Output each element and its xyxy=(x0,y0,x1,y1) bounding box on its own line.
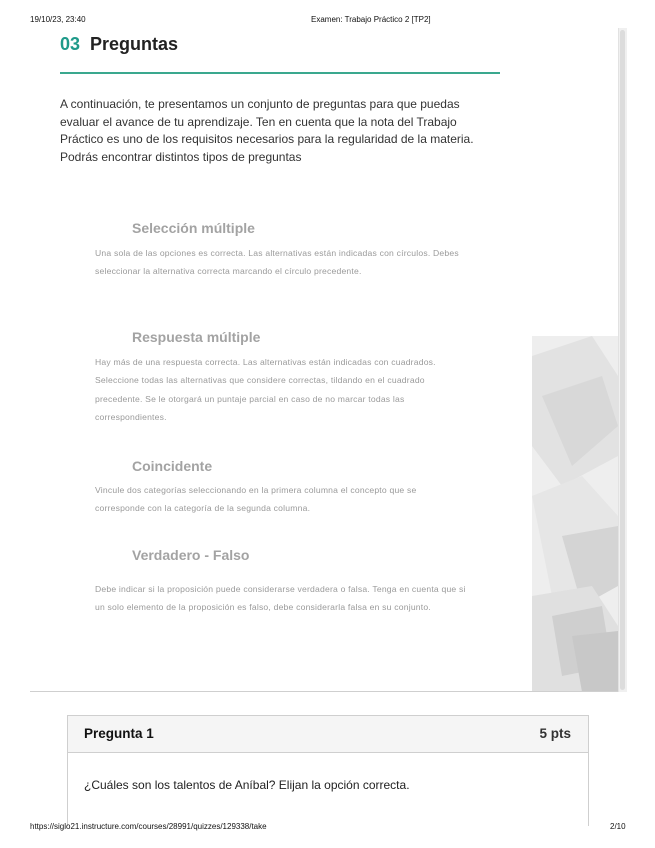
section-heading xyxy=(60,34,178,60)
intro-paragraph: A continuación, te presentamos un conjunto de preguntas para que puedas evaluar el avance de tu aprendizaje. Ten en cuenta que la nota del Trabajo Práctico es uno de los requisitos necesarios para la regularidad de la materia. Podrás encontrar distintos tipos de preguntas xyxy=(60,97,474,164)
print-page-number: 2/10 xyxy=(610,822,626,831)
heading-underline xyxy=(60,72,500,74)
qtype-title-matching: Coincidente xyxy=(132,458,213,474)
decorative-side-image xyxy=(532,336,618,692)
qtype-title-true-false: Verdadero - Falso xyxy=(132,547,250,563)
question-text: ¿Cuáles son los talentos de Aníbal? Elijan la opción correcta. xyxy=(84,778,410,792)
section-divider xyxy=(30,691,618,692)
print-page-title: Examen: Trabajo Práctico 2 [TP2] xyxy=(311,15,431,24)
qtype-desc-multiple-choice: Una sola de las opciones es correcta. Las alternativas están indicadas con círculos. Debes seleccionar la alternativa correcta marcando el círculo precedente. xyxy=(95,248,459,277)
question-name: Pregunta 1 xyxy=(84,726,154,741)
qtype-title-multiple-choice: Selección múltiple xyxy=(132,220,255,236)
qtype-desc-multiple-answer: Hay más de una respuesta correcta. Las alternativas están indicadas con cuadrados. Seleccione todas las alternativas que considere correctas, tildando en el cuadrado precedente. Se le otorgará un puntaje parcial en caso de no marcar todas las correspondientes. xyxy=(95,357,436,422)
section-number: 03 xyxy=(60,34,81,54)
scrollbar-thumb[interactable] xyxy=(620,30,625,690)
scrollbar[interactable] xyxy=(618,28,627,692)
print-datetime: 19/10/23, 23:40 xyxy=(30,15,86,24)
qtype-desc-true-false: Debe indicar si la proposición puede considerarse verdadera o falsa. Tenga en cuenta que si un solo elemento de la proposición es falso, debe considerarla falsa en su conjunto. xyxy=(95,584,466,613)
section-title: Preguntas xyxy=(90,34,179,54)
question-card xyxy=(67,715,589,826)
question-points: 5 pts xyxy=(539,726,571,741)
print-url: https://siglo21.instructure.com/courses/28991/quizzes/129338/take xyxy=(30,822,267,831)
qtype-title-multiple-answer: Respuesta múltiple xyxy=(132,329,261,345)
qtype-desc-matching: Vincule dos categorías seleccionando en la primera columna el concepto que se corresponde con la categoría de la segunda columna. xyxy=(95,485,417,514)
print-footer xyxy=(0,822,655,834)
print-header xyxy=(0,15,655,27)
question-header xyxy=(68,716,588,753)
